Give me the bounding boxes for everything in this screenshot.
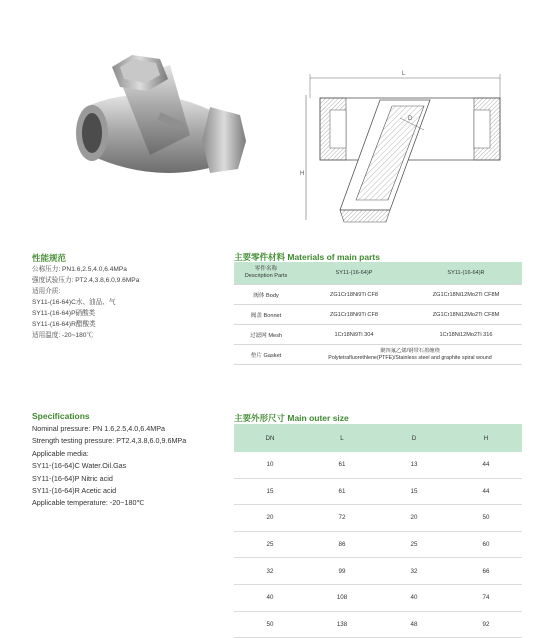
- table-row: [234, 584, 522, 611]
- cell-d: 13: [378, 452, 450, 478]
- cell-l: 61: [306, 452, 378, 478]
- cell-dn: 32: [234, 558, 306, 585]
- col-p-header: SY11-(16-64)P: [298, 262, 410, 285]
- table-row: [234, 285, 522, 305]
- cell-d: 32: [378, 558, 450, 585]
- cell-l: 108: [306, 584, 378, 611]
- dim-h-label: H: [300, 171, 305, 177]
- cell-h: 60: [450, 531, 522, 558]
- table-row: [234, 452, 522, 478]
- cell-d: 40: [378, 584, 450, 611]
- sizes-table: [234, 424, 522, 638]
- header-l: L: [306, 424, 378, 452]
- gasket-material-cell: [298, 345, 522, 365]
- description-parts-header: [234, 262, 298, 285]
- cell-h: 50: [450, 505, 522, 532]
- part-name-cell: 过滤网 Mesh: [234, 325, 298, 345]
- product-photo: [60, 45, 250, 215]
- cell-dn: 25: [234, 531, 306, 558]
- en-spec-line: SY11-(16-64)C Water.Oil.Gas: [32, 461, 127, 471]
- desc-header-en: Description Parts: [244, 273, 288, 279]
- cell-dn: 15: [234, 478, 306, 505]
- en-spec-line: SY11-(16-64)R Acetic acid: [32, 486, 117, 496]
- cn-spec-list: [32, 264, 139, 341]
- dim-d-label: D: [408, 116, 413, 122]
- cell-dn: 50: [234, 611, 306, 638]
- part-name-cell: 阀体 Body: [234, 285, 298, 305]
- sizes-header-row: [234, 424, 522, 452]
- cross-section-drawing: [300, 60, 520, 230]
- material-p-cell: ZG1Cr18Ni9Ti CF8: [298, 285, 410, 305]
- table-row: [234, 531, 522, 558]
- table-row: [234, 611, 522, 638]
- en-spec-line: Applicable temperature: -20~180℃: [32, 498, 145, 508]
- desc-header-cn: 零件名称: [254, 266, 278, 272]
- cell-d: 25: [378, 531, 450, 558]
- cn-spec-line: 适用温度: -20~180℃: [32, 332, 94, 339]
- cell-l: 72: [306, 505, 378, 532]
- material-r-cell: ZG1Cr18Ni12Mo2Ti CF8M: [410, 305, 522, 325]
- cell-h: 92: [450, 611, 522, 638]
- cn-spec-line: 适用介质:: [32, 288, 61, 295]
- material-p-cell: ZG1Cr18Ni9Ti CF8: [298, 305, 410, 325]
- cn-spec-line: SY11-(16-64)P硝酸类: [32, 310, 96, 317]
- cell-dn: 10: [234, 452, 306, 478]
- header-d: D: [378, 424, 450, 452]
- table-row: [234, 505, 522, 532]
- en-spec-line: SY11-(16-64)P Nitric acid: [32, 473, 113, 483]
- cell-l: 138: [306, 611, 378, 638]
- cell-d: 15: [378, 478, 450, 505]
- gasket-material-en: Polytetrafluorethlene(PTFE)/Stainless steel and graphite spiral wound: [328, 354, 492, 361]
- en-spec-list: [32, 423, 186, 510]
- cn-spec-line: SY11-(16-64)C水、油品、气: [32, 299, 116, 306]
- en-spec-line: Strength testing pressure: PT2.4,3.8,6.0,9.6MPa: [32, 436, 187, 446]
- header-h: H: [450, 424, 522, 452]
- cell-h: 44: [450, 478, 522, 505]
- material-r-cell: 1Cr18Ni12Mo2Ti 316: [410, 325, 522, 345]
- gasket-material-cn: 聚四氟乙烯/钢带石墨缠绕: [380, 347, 440, 354]
- table-row: [234, 305, 522, 325]
- table-row: [234, 558, 522, 585]
- part-name-cell: 阀盖 Bonnet: [234, 305, 298, 325]
- cell-l: 86: [306, 531, 378, 558]
- materials-table: [234, 262, 522, 365]
- cell-h: 74: [450, 584, 522, 611]
- material-p-cell: 1Cr18Ni9Ti 304: [298, 325, 410, 345]
- part-name-cell: 垫片 Gasket: [234, 345, 298, 365]
- cell-d: 48: [378, 611, 450, 638]
- table-row: [234, 478, 522, 505]
- table-row: [234, 325, 522, 345]
- cn-spec-line: 公称压力: PN1.6,2.5,4.0,6.4MPa: [32, 266, 127, 273]
- cell-h: 66: [450, 558, 522, 585]
- en-spec-line: Nominal pressure: PN 1.6,2.5,4.0,6.4MPa: [32, 424, 166, 433]
- col-r-header: SY11-(16-64)R: [410, 262, 522, 285]
- material-r-cell: ZG1Cr18Ni12Mo2Ti CF8M: [410, 285, 522, 305]
- cell-l: 99: [306, 558, 378, 585]
- cell-d: 20: [378, 505, 450, 532]
- cn-spec-line: SY11-(16-64)R醋酸类: [32, 321, 96, 328]
- cell-dn: 20: [234, 505, 306, 532]
- cell-l: 61: [306, 478, 378, 505]
- materials-title: 主要零件材料 Materials of main parts: [234, 252, 380, 262]
- cn-spec-title: 性能规范: [32, 253, 67, 263]
- header-dn: DN: [234, 424, 306, 452]
- cell-dn: 40: [234, 584, 306, 611]
- dim-l-label: L: [402, 71, 406, 77]
- table-row: [234, 345, 522, 365]
- en-spec-title: Specifications: [32, 411, 90, 421]
- materials-header-row: [234, 262, 522, 285]
- sizes-title: 主要外形尺寸 Main outer size: [234, 413, 349, 423]
- cell-h: 44: [450, 452, 522, 478]
- en-spec-line: Applicable media:: [32, 448, 89, 458]
- cn-spec-line: 强度试验压力: PT2.4,3.8,6.0,9.6MPa: [32, 277, 140, 284]
